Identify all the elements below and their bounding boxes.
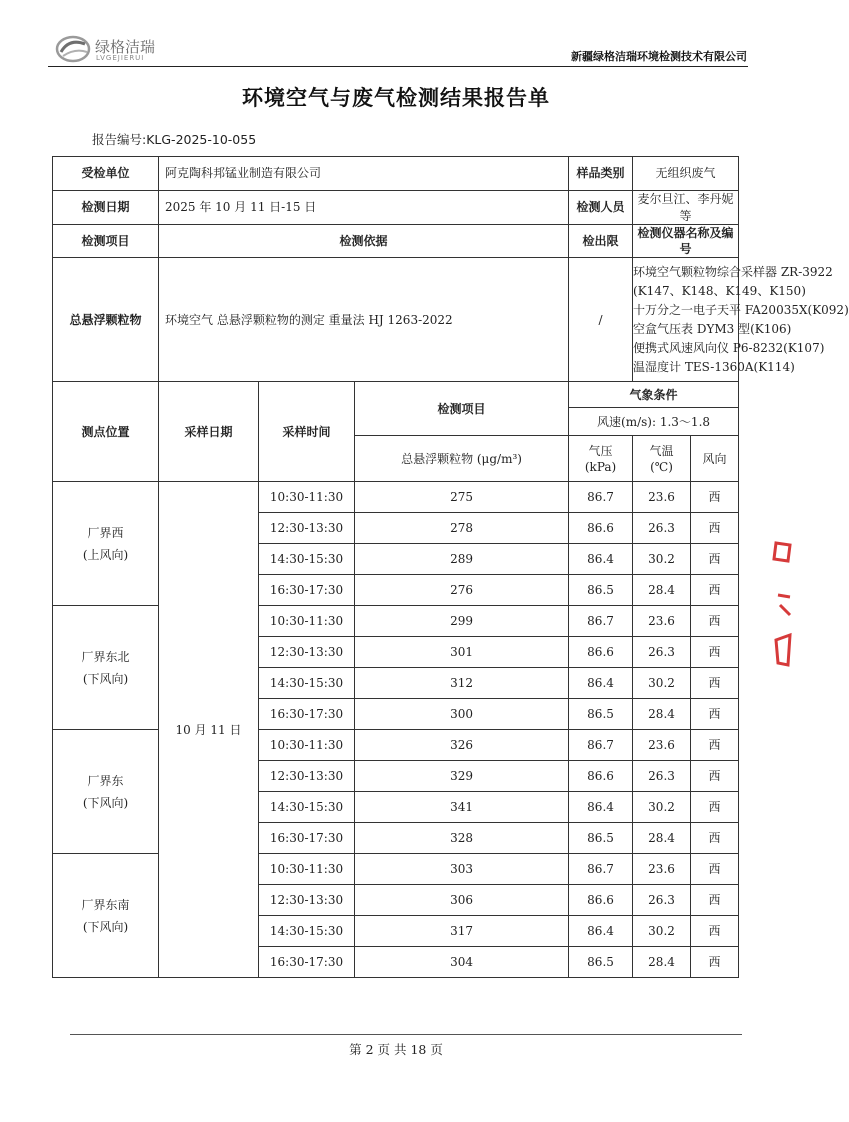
pressure-cell: 86.7 (569, 606, 633, 637)
unit-label: 受检单位 (53, 157, 159, 191)
col-time-header: 采样时间 (259, 382, 355, 482)
pressure-cell: 86.4 (569, 792, 633, 823)
pressure-cell: 86.6 (569, 637, 633, 668)
temp-cell: 28.4 (633, 575, 691, 606)
tsp-cell: 301 (355, 637, 569, 668)
logo-swirl-icon (55, 34, 91, 64)
wind-dir-cell: 西 (691, 792, 739, 823)
tsp-cell: 328 (355, 823, 569, 854)
pressure-cell: 86.5 (569, 575, 633, 606)
time-cell: 16:30-17:30 (259, 947, 355, 978)
instrument-list (633, 258, 849, 382)
logo-subtext: LVGEJIERUI (96, 54, 145, 62)
tsp-cell: 306 (355, 885, 569, 916)
temp-cell: 23.6 (633, 606, 691, 637)
temp-unit: (℃) (650, 459, 673, 474)
pressure-cell: 86.6 (569, 885, 633, 916)
basis-value: 环境空气 总悬浮颗粒物的测定 重量法 HJ 1263-2022 (159, 258, 569, 382)
col-weather-header: 气象条件 (569, 382, 739, 408)
instrument-label: 检测仪器名称及编号 (633, 225, 739, 258)
sample-type-label: 样品类别 (569, 157, 633, 191)
page-header (55, 34, 747, 64)
measure-point-cell (53, 606, 159, 730)
pressure-unit: (kPa) (584, 459, 617, 474)
pressure-cell: 86.5 (569, 947, 633, 978)
time-cell: 12:30-13:30 (259, 637, 355, 668)
time-cell: 12:30-13:30 (259, 761, 355, 792)
wind-dir-cell: 西 (691, 854, 739, 885)
sample-type-value: 无组织废气 (633, 157, 739, 191)
temp-cell: 26.3 (633, 637, 691, 668)
tsp-cell: 278 (355, 513, 569, 544)
header-divider (48, 66, 748, 67)
col-tsp-header: 总悬浮颗粒物 (μg/m³) (355, 436, 569, 482)
pressure-cell: 86.5 (569, 699, 633, 730)
person-label: 检测人员 (569, 191, 633, 225)
col-item-header: 检测项目 (355, 382, 569, 436)
item-label: 检测项目 (53, 225, 159, 258)
temp-cell: 30.2 (633, 916, 691, 947)
company-name: 新疆绿格洁瑞环境检测技术有限公司 (571, 50, 747, 63)
temp-cell: 28.4 (633, 699, 691, 730)
date-value: 2025 年 10 月 11 日-15 日 (159, 191, 569, 225)
time-cell: 16:30-17:30 (259, 575, 355, 606)
temp-cell: 23.6 (633, 482, 691, 513)
page-number: 第 2 页 共 18 页 (349, 1042, 443, 1057)
report-table (52, 156, 849, 978)
point-note: (下风向) (82, 671, 129, 686)
temp-cell: 23.6 (633, 854, 691, 885)
point-name: 厂界西 (87, 525, 124, 540)
pressure-cell: 86.7 (569, 854, 633, 885)
point-note: (下风向) (82, 919, 129, 934)
tsp-cell: 299 (355, 606, 569, 637)
wind-dir-cell: 西 (691, 575, 739, 606)
pressure-label: 气压 (588, 443, 613, 458)
point-note: (下风向) (82, 795, 129, 810)
wind-dir-cell: 西 (691, 668, 739, 699)
col-point-header: 测点位置 (53, 382, 159, 482)
basis-label: 检测依据 (159, 225, 569, 258)
instrument-item: 空盒气压表 DYM3 型(K106) (633, 321, 792, 336)
time-cell: 14:30-15:30 (259, 916, 355, 947)
footer-divider (70, 1034, 742, 1035)
temp-cell: 30.2 (633, 668, 691, 699)
item-value: 总悬浮颗粒物 (53, 258, 159, 382)
temp-label: 气温 (649, 443, 674, 458)
point-name: 厂界东南 (81, 897, 130, 912)
pressure-cell: 86.4 (569, 916, 633, 947)
wind-dir-cell: 西 (691, 730, 739, 761)
col-wind-dir-header: 风向 (691, 436, 739, 482)
time-cell: 16:30-17:30 (259, 699, 355, 730)
time-cell: 12:30-13:30 (259, 885, 355, 916)
limit-value: / (569, 258, 633, 382)
wind-dir-cell: 西 (691, 544, 739, 575)
wind-speed-header: 风速(m/s): 1.3～1.8 (569, 408, 739, 436)
col-date-header: 采样日期 (159, 382, 259, 482)
temp-cell: 30.2 (633, 544, 691, 575)
tsp-cell: 312 (355, 668, 569, 699)
info-row-headers (53, 225, 739, 258)
pressure-cell: 86.6 (569, 761, 633, 792)
table-row (53, 606, 739, 637)
temp-cell: 26.3 (633, 885, 691, 916)
temp-cell: 28.4 (633, 823, 691, 854)
time-cell: 10:30-11:30 (259, 854, 355, 885)
time-cell: 12:30-13:30 (259, 513, 355, 544)
sample-date-cell: 10 月 11 日 (159, 482, 259, 978)
time-cell: 10:30-11:30 (259, 482, 355, 513)
info-row-method (53, 258, 739, 382)
tsp-cell: 303 (355, 854, 569, 885)
tsp-cell: 304 (355, 947, 569, 978)
wind-dir-cell: 西 (691, 606, 739, 637)
wind-dir-cell: 西 (691, 699, 739, 730)
tsp-cell: 329 (355, 761, 569, 792)
table-row (53, 854, 739, 885)
date-label: 检测日期 (53, 191, 159, 225)
wind-dir-cell: 西 (691, 885, 739, 916)
col-pressure-header (569, 436, 633, 482)
wind-dir-cell: 西 (691, 947, 739, 978)
tsp-cell: 317 (355, 916, 569, 947)
table-header-row-1 (53, 382, 739, 408)
info-row-unit (53, 157, 739, 191)
tsp-cell: 341 (355, 792, 569, 823)
limit-label: 检出限 (569, 225, 633, 258)
measure-point-cell (53, 730, 159, 854)
instrument-item: (K147、K148、K149、K150) (633, 283, 806, 298)
time-cell: 16:30-17:30 (259, 823, 355, 854)
person-value: 麦尔旦江、李丹妮等 (633, 191, 739, 225)
tsp-cell: 289 (355, 544, 569, 575)
temp-cell: 26.3 (633, 513, 691, 544)
table-row (53, 482, 739, 513)
temp-cell: 28.4 (633, 947, 691, 978)
unit-value: 阿克陶科邦锰业制造有限公司 (159, 157, 569, 191)
point-name: 厂界东 (87, 773, 124, 788)
tsp-cell: 300 (355, 699, 569, 730)
point-note: (上风向) (82, 547, 129, 562)
instrument-item: 环境空气颗粒物综合采样器 ZR-3922 (633, 264, 833, 279)
wind-dir-cell: 西 (691, 761, 739, 792)
instrument-item: 十万分之一电子天平 FA20035X(K092) (633, 302, 849, 317)
instrument-item: 温湿度计 TES-1360A(K114) (633, 359, 795, 374)
point-name: 厂界东北 (81, 649, 130, 664)
pressure-cell: 86.6 (569, 513, 633, 544)
time-cell: 10:30-11:30 (259, 606, 355, 637)
time-cell: 10:30-11:30 (259, 730, 355, 761)
time-cell: 14:30-15:30 (259, 668, 355, 699)
tsp-cell: 326 (355, 730, 569, 761)
col-temp-header (633, 436, 691, 482)
red-seal-stamp-edge (768, 535, 792, 675)
pressure-cell: 86.4 (569, 668, 633, 699)
measure-point-cell (53, 854, 159, 978)
temp-cell: 26.3 (633, 761, 691, 792)
pressure-cell: 86.7 (569, 482, 633, 513)
page-title: 环境空气与废气检测结果报告单 (242, 86, 550, 110)
wind-dir-cell: 西 (691, 637, 739, 668)
time-cell: 14:30-15:30 (259, 544, 355, 575)
pressure-cell: 86.5 (569, 823, 633, 854)
logo-text: 绿格洁瑞 (95, 38, 156, 56)
wind-dir-cell: 西 (691, 482, 739, 513)
temp-cell: 23.6 (633, 730, 691, 761)
tsp-cell: 275 (355, 482, 569, 513)
table-row (53, 730, 739, 761)
time-cell: 14:30-15:30 (259, 792, 355, 823)
temp-cell: 30.2 (633, 792, 691, 823)
wind-dir-cell: 西 (691, 513, 739, 544)
wind-dir-cell: 西 (691, 823, 739, 854)
instrument-item: 便携式风速风向仪 P6-8232(K107) (633, 340, 825, 355)
info-row-date (53, 191, 739, 225)
report-number: 报告编号:KLG-2025-10-055 (92, 132, 257, 147)
measure-point-cell (53, 482, 159, 606)
pressure-cell: 86.7 (569, 730, 633, 761)
pressure-cell: 86.4 (569, 544, 633, 575)
wind-dir-cell: 西 (691, 916, 739, 947)
tsp-cell: 276 (355, 575, 569, 606)
